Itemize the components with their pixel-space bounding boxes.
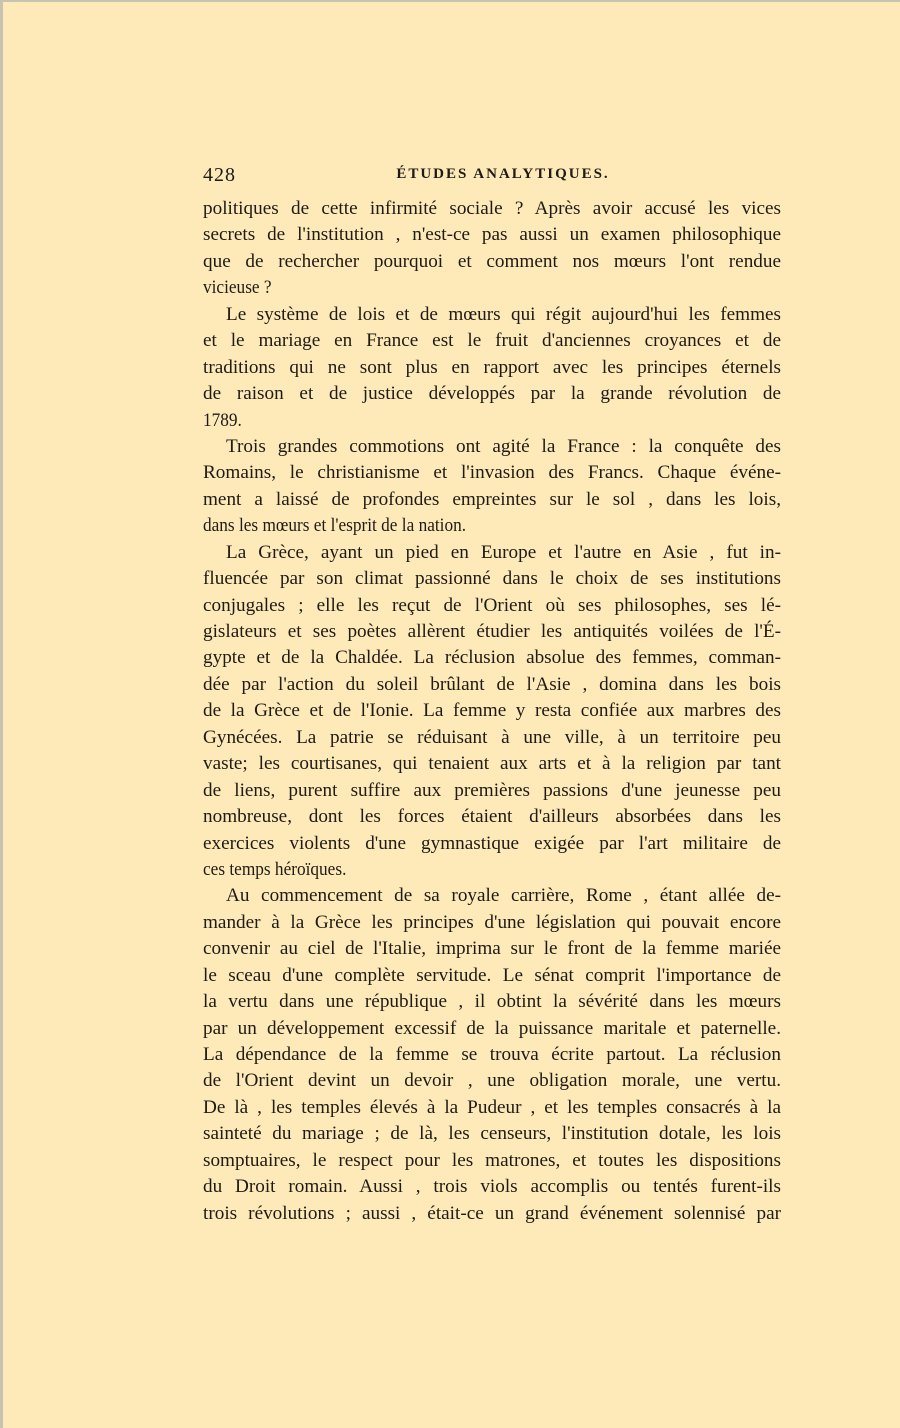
text-line: vicieuse ? [203,277,272,299]
text-line: nombreuse, dont les forces étaient d'ailleurs absorbées dans les [203,806,781,828]
text-line: fluencée par son climat passionné dans le choix de ses institutions [203,568,781,590]
text-line: De là , les temples élevés à la Pudeur , et les temples consacrés à la [203,1096,781,1118]
text-line: ces temps héroïques. [203,858,347,880]
text-line: de raison et de justice développés par la grande révolution de [203,383,781,405]
text-line: convenir au ciel de l'Italie, imprima sur le front de la femme mariée [203,938,781,960]
text-line: La Grèce, ayant un pied en Europe et l'autre en Asie , fut in- [226,541,781,563]
text-line: de liens, purent suffire aux premières passions d'une jeunesse peu [203,779,781,801]
text-line: La dépendance de la femme se trouva écrite partout. La réclusion [203,1044,781,1065]
text-line: et le mariage en France est le fruit d'anciennes croyances et de [203,330,781,352]
page-header [203,164,781,188]
text-line: somptuaires, le respect pour les matrones, et toutes les dispositions [203,1149,781,1171]
text-line: Au commencement de sa royale carrière, Rome , étant allée de- [226,885,781,907]
text-line: politiques de cette infirmité sociale ? Après avoir accusé les vices [203,198,781,219]
text-line: Romains, le christianisme et l'invasion des Francs. Chaque événe- [203,462,781,484]
text-line: trois révolutions ; aussi , était-ce un grand événement solennisé par [203,1202,781,1224]
text-line: mander à la Grèce les principes d'une législation qui pouvait encore [203,911,781,933]
text-line: 1789. [203,409,242,431]
text-line: exercices violents d'une gymnastique exigée par l'art militaire de [203,832,781,854]
text-line: ment a laissé de profondes empreintes sur le sol , dans les lois, [203,488,781,510]
text-line: secrets de l'institution , n'est-ce pas aussi un examen philosophique [203,224,781,246]
text-line: Gynécées. La patrie se réduisant à une ville, à un territoire peu [203,726,781,748]
text-line: de la Grèce et de l'Ionie. La femme y resta confiée aux marbres des [203,700,781,722]
text-line: par un développement excessif de la puissance maritale et paternelle. [203,1017,781,1039]
paragraph [203,196,781,302]
text-line: conjugales ; elle les reçut de l'Orient où ses philosophes, ses lé- [203,594,781,616]
paragraph [203,302,781,434]
text-line: du Droit romain. Aussi , trois viols accomplis ou tentés furent-ils [203,1176,781,1198]
text-line: Le système de lois et de mœurs qui régit aujourd'hui les femmes [226,303,781,325]
text-line: Trois grandes commotions ont agité la France : la conquête des [226,435,781,457]
page-number: 428 [203,164,236,186]
paragraph [203,883,781,1227]
body-text [203,196,781,1227]
text-line: de l'Orient devint un devoir , une obligation morale, une vertu. [203,1070,781,1092]
text-line: dée par l'action du soleil brûlant de l'Asie , domina dans les bois [203,673,781,695]
text-line: vaste; les courtisanes, qui tenaient aux arts et à la religion par tant [203,753,781,775]
text-line: que de rechercher pourquoi et comment nos mœurs l'ont rendue [203,250,781,272]
text-line: gislateurs et ses poètes allèrent étudier les antiquités voilées de l'É- [203,621,781,642]
paragraph [203,540,781,884]
text-line: sainteté du mariage ; de là, les censeurs, l'institution dotale, les lois [203,1123,781,1145]
text-line: dans les mœurs et l'esprit de la nation. [203,515,467,537]
text-line: la vertu dans une république , il obtint la sévérité dans les mœurs [203,991,781,1013]
text-line: le sceau d'une complète servitude. Le sénat comprit l'importance de [203,964,781,986]
running-title: ÉTUDES ANALYTIQUES. [396,166,610,182]
text-line: traditions qui ne sont plus en rapport avec les principes éternels [203,356,781,378]
text-line: gypte et de la Chaldée. La réclusion absolue des femmes, comman- [203,647,781,669]
paragraph [203,434,781,540]
